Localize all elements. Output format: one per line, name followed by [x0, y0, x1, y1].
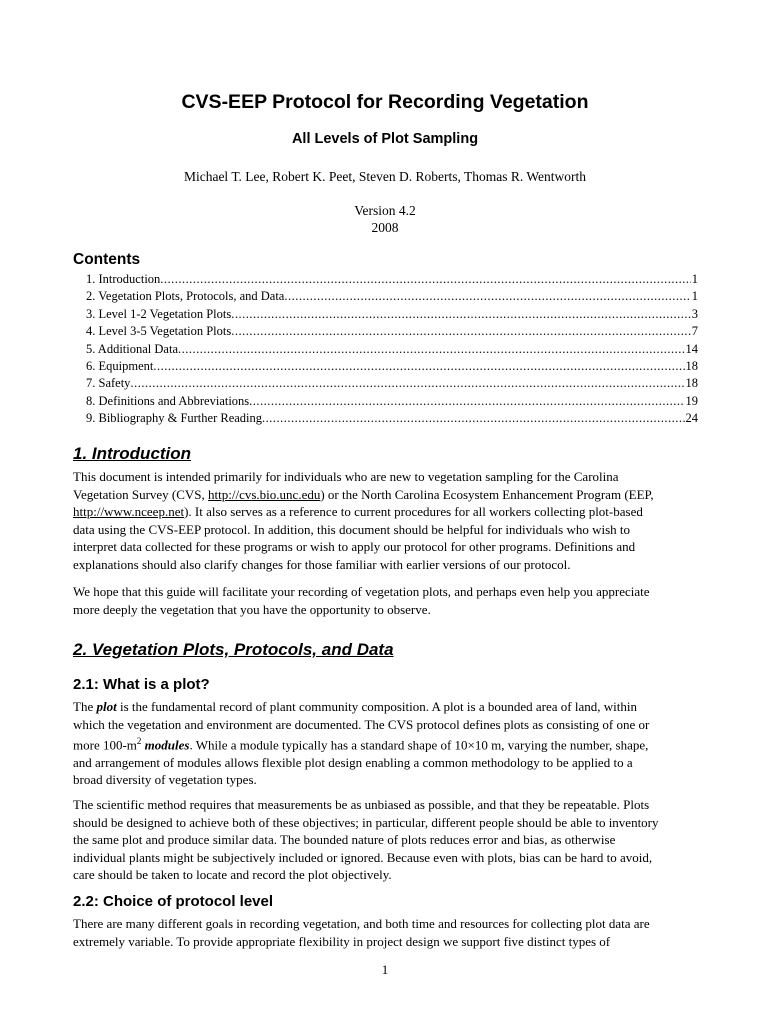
toc-entry[interactable]	[86, 324, 698, 341]
text-line: interpret data collected for these programs or wish to apply our protocol for other programs. Definitions and	[73, 539, 636, 554]
subsection-heading-protocol-level: 2.2: Choice of protocol level	[73, 893, 274, 910]
toc-entry-page: 18	[685, 358, 698, 373]
toc-entry-page: 1	[691, 272, 698, 286]
protocol-paragraph-1	[73, 915, 703, 950]
intro-paragraph-2	[73, 583, 703, 618]
toc-entry-page: 18	[685, 376, 698, 391]
text-line	[73, 503, 703, 521]
toc-entry-label: 3. Level 1-2 Vegetation Plots	[86, 306, 232, 321]
toc-leader	[284, 289, 690, 304]
toc-entry-label: 5. Additional Data	[86, 341, 178, 356]
toc-entry-label: 6. Equipment	[86, 358, 154, 373]
toc-leader	[178, 342, 685, 357]
toc-leader	[160, 272, 690, 287]
toc-entry-label: 8. Definitions and Abbreviations	[86, 393, 250, 408]
toc-leader	[249, 394, 684, 409]
toc-entry-page: 3	[691, 306, 698, 321]
toc-entry[interactable]	[86, 376, 698, 393]
toc-entry[interactable]	[86, 359, 698, 376]
plot-paragraph-2	[73, 796, 703, 884]
table-of-contents	[86, 272, 698, 429]
text-span: more 100-m	[73, 737, 137, 753]
nceep-link[interactable]: http://www.nceep.net	[73, 504, 185, 519]
version-label: Version 4.2	[354, 203, 416, 218]
authors-line: Michael T. Lee, Robert K. Peet, Steven D. Roberts, Thomas R. Wentworth	[183, 169, 587, 184]
toc-leader	[262, 411, 684, 426]
text-span: . While a module typically has a standard shape of 10×10 m, varying the number, shape,	[189, 737, 649, 753]
text-line: The scientific method requires that measurements be as unbiased as possible, and that they be repeatable. Plots	[73, 797, 650, 812]
text-span: ). It also serves as a reference to current procedures for all workers collecting plot-based	[184, 504, 643, 519]
document-subtitle: All Levels of Plot Sampling	[291, 131, 479, 147]
toc-entry-label: 1. Introduction	[86, 272, 161, 286]
text-span: Vegetation Survey (CVS,	[73, 486, 209, 502]
toc-leader	[231, 324, 691, 339]
text-line: more deeply the vegetation that you have the opportunity to observe.	[73, 601, 431, 617]
toc-leader	[153, 359, 684, 374]
text-line	[73, 486, 703, 504]
toc-entry-label: 9. Bibliography & Further Reading	[86, 411, 263, 426]
text-line: data using the CVS-EEP protocol. In addition, this document should be helpful for individuals who wish to	[73, 521, 631, 537]
text-line: There are many different goals in recording vegetation, and both time and resources for collecting plot data are	[73, 916, 650, 931]
toc-entry[interactable]	[86, 411, 698, 428]
toc-leader	[231, 307, 691, 322]
section-heading-vegetation-plots: 2. Vegetation Plots, Protocols, and Data	[73, 640, 394, 659]
text-line: We hope that this guide will facilitate your recording of vegetation plots, and perhaps even help you appreciate	[73, 584, 650, 599]
text-line: and arrangement of modules allows flexible plot design enabling a common methodology to be applied to a	[73, 754, 633, 770]
subsection-heading-what-is-a-plot: 2.1: What is a plot?	[73, 676, 210, 693]
toc-entry-page: 1	[691, 289, 698, 304]
intro-paragraph-1	[73, 468, 703, 573]
version-block	[0, 202, 770, 236]
emphasis-term: plot	[96, 699, 117, 714]
toc-leader	[130, 376, 684, 391]
text-span: The	[73, 699, 97, 714]
toc-entry-label: 7. Safety	[86, 376, 131, 391]
text-span: ) or the North Carolina Ecosystem Enhancement Program (EEP,	[320, 486, 654, 502]
text-line: extremely variable. To provide appropriate flexibility in project design we support five distinct types of	[73, 933, 611, 949]
text-line	[73, 733, 703, 754]
toc-entry[interactable]	[86, 272, 698, 289]
toc-entry[interactable]	[86, 289, 698, 306]
text-line: should be designed to achieve both of these objectives; in particular, different people should be able to inventory	[73, 814, 659, 830]
toc-entry-label: 4. Level 3-5 Vegetation Plots	[86, 324, 232, 339]
cvs-link[interactable]: http://cvs.bio.unc.edu	[208, 486, 321, 502]
contents-heading: Contents	[73, 251, 141, 268]
text-line: the same plot and produce similar data. The bounded nature of plots reduces error and bias, as otherwise	[73, 832, 616, 847]
toc-entry[interactable]	[86, 394, 698, 411]
toc-entry-label: 2. Vegetation Plots, Protocols, and Data	[86, 289, 285, 304]
toc-entry-page: 7	[691, 324, 698, 339]
emphasis-term: modules	[144, 737, 190, 753]
toc-entry-page: 24	[685, 411, 698, 426]
section-heading-introduction: 1. Introduction	[73, 444, 192, 463]
text-line: care should be taken to locate and record the plot objectively.	[73, 867, 392, 882]
document-title: CVS-EEP Protocol for Recording Vegetation	[181, 91, 589, 113]
text-line: This document is intended primarily for individuals who are new to vegetation sampling for the Carolina	[73, 469, 619, 484]
text-line: broad diversity of vegetation types.	[73, 772, 257, 788]
page-number: 1	[381, 962, 389, 977]
text-line	[73, 698, 703, 716]
version-year: 2008	[371, 220, 399, 235]
toc-entry-page: 19	[685, 393, 698, 408]
toc-entry[interactable]	[86, 342, 698, 359]
text-line: individual plants might be subjectively included or ignored. Because even with plots, bias can be hard to avoid,	[73, 849, 653, 865]
toc-entry-page: 14	[685, 341, 698, 356]
text-span: is the fundamental record of plant community composition. A plot is a bounded area of land, within	[116, 699, 637, 714]
text-line: explanations should also clarify changes for those familiar with earlier versions of our protocol.	[73, 556, 571, 572]
plot-paragraph-1	[73, 698, 703, 789]
toc-entry[interactable]	[86, 307, 698, 324]
superscript: 2	[136, 736, 142, 746]
text-line: which the vegetation and environment are documented. The CVS protocol defines plots as consisting of one or	[73, 716, 650, 732]
